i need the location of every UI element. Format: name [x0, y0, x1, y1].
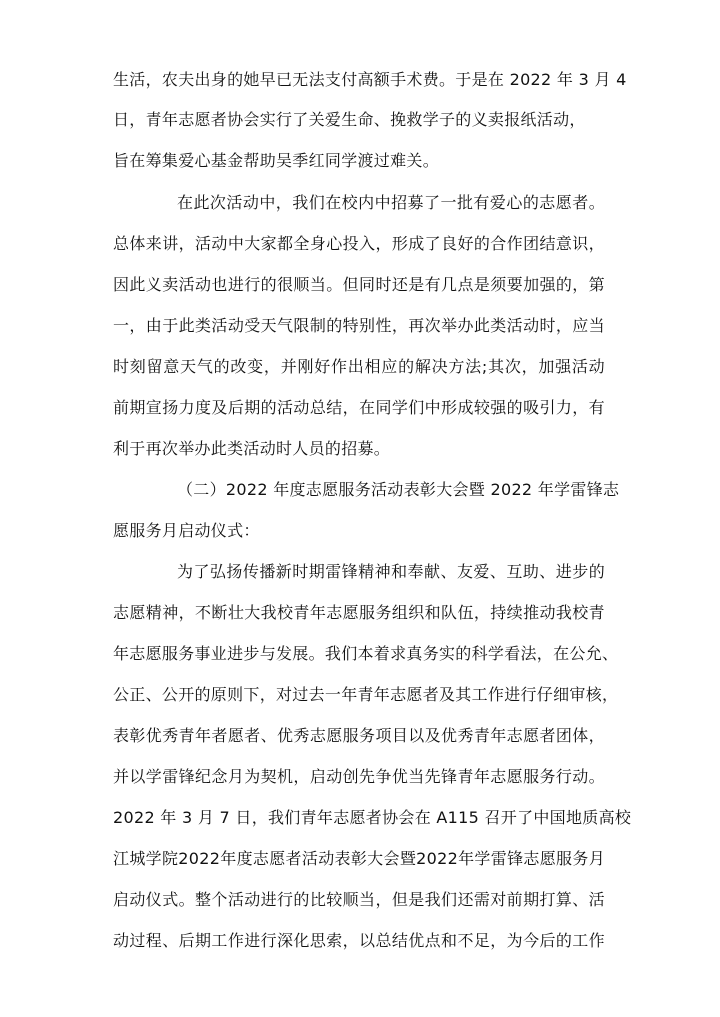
- text-line: 动过程、后期工作进行深化思索，以总结优点和不足，为今后的工作: [113, 931, 605, 950]
- text-line: 旨在筹集爱心基金帮助吴季红同学渡过难关。: [113, 151, 440, 170]
- text-line: 时刻留意天气的改变，并刚好作出相应的解决方法;其次，加强活动: [113, 357, 605, 376]
- text-line: 利于再次举办此类活动时人员的招募。: [113, 439, 391, 458]
- text-line: 一，由于此类活动受天气限制的特别性，再次举办此类活动时，应当: [113, 316, 605, 335]
- text-line: 日，青年志愿者协会实行了关爱生命、挽救学子的义卖报纸活动，: [113, 110, 586, 129]
- text-line: 志愿精神，不断壮大我校青年志愿服务组织和队伍，持续推动我校青: [113, 603, 605, 622]
- text-line: 2022 年 3 月 7 日，我们青年志愿者协会在 A115 召开了中国地质高校: [113, 808, 632, 827]
- text-line: 并以学雷锋纪念月为契机，启动创先争优当先锋青年志愿服务行动。: [113, 767, 605, 786]
- section-heading: 愿服务月启动仪式：: [113, 521, 260, 540]
- text-line: 生活，农夫出身的她早已无法支付高额手术费。于是在 2022 年 3 月 4: [113, 70, 627, 89]
- section-heading: （二）2022 年度志愿服务活动表彰大会暨 2022 年学雷锋志: [177, 480, 620, 499]
- text-line: 为了弘扬传播新时期雷锋精神和奉献、友爱、互助、进步的: [177, 562, 605, 581]
- text-line: 表彰优秀青年者愿者、优秀志愿服务项目以及优秀青年志愿者团体，: [113, 726, 605, 745]
- text-line: 年志愿服务事业进步与发展。我们本着求真务实的科学看法，在公允、: [113, 644, 619, 663]
- text-line: 总体来讲，活动中大家都全身心投入，形成了良好的合作团结意识，: [113, 234, 605, 253]
- text-line: 前期宣扬力度及后期的活动总结，在同学们中形成较强的吸引力，有: [113, 398, 605, 417]
- text-line: 因此义卖活动也进行的很顺当。但同时还是有几点是须要加强的，第: [113, 275, 605, 294]
- text-line: 江城学院2022年度志愿者活动表彰大会暨2022年学雷锋志愿服务月: [113, 849, 605, 868]
- text-line: 启动仪式。整个活动进行的比较顺当，但是我们还需对前期打算、活: [113, 890, 605, 909]
- text-line: 在此次活动中，我们在校内中招募了一批有爱心的志愿者。: [177, 193, 605, 212]
- text-line: 公正、公开的原则下，对过去一年青年志愿者及其工作进行仔细审核，: [113, 685, 619, 704]
